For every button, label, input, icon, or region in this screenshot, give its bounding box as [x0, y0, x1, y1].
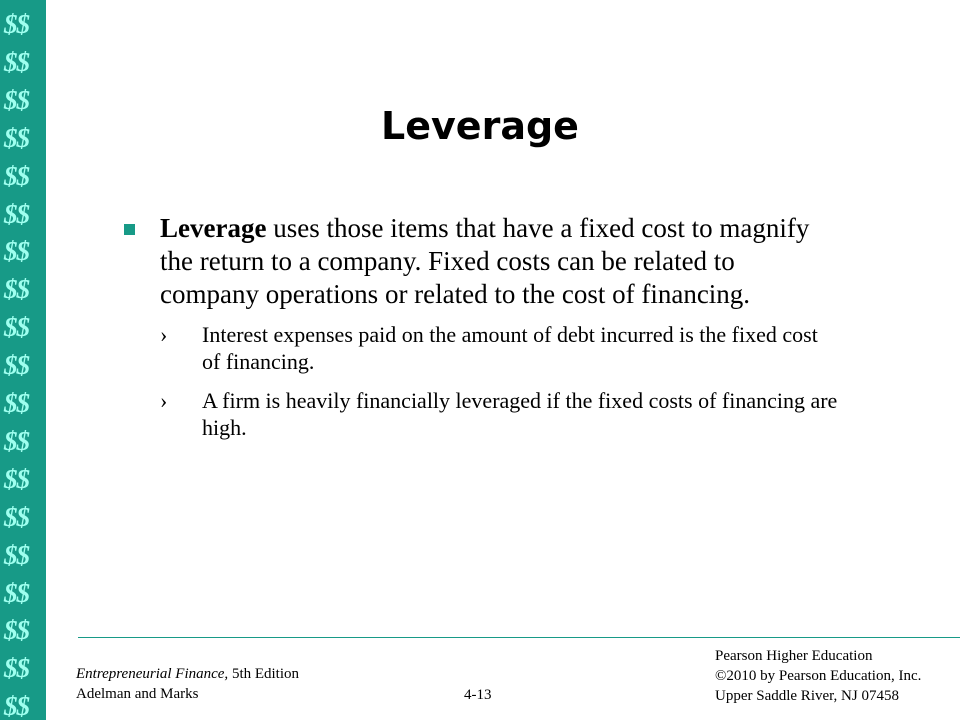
bullet-text: uses those items that have a fixed cost to magnify the return to a company. Fixed costs can be related to company operations or related to the cost of financing. [160, 213, 810, 309]
sub-bullet-text: Interest expenses paid on the amount of debt incurred is the fixed cost of financing. [202, 322, 818, 374]
dollar-sign-glyph: $$ [4, 46, 29, 77]
dollar-sign-glyph: $$ [4, 501, 29, 532]
dollar-sign-glyph: $$ [4, 425, 29, 456]
slide-title: Leverage [381, 104, 579, 148]
slide-body [120, 212, 840, 453]
dollar-sign-glyph: $$ [4, 539, 29, 570]
footer-edition: 5th Edition [228, 666, 300, 682]
dollar-sign-glyph: $$ [4, 615, 29, 646]
dollar-sign-sidebar [0, 0, 46, 720]
dollar-sign-glyph: $$ [4, 9, 29, 39]
footer-publisher-line: Upper Saddle River, NJ 07458 [715, 688, 899, 704]
chevron-bullet-icon: › [160, 388, 168, 413]
dollar-sign-glyph: $$ [4, 122, 29, 153]
footer-book-line [76, 664, 299, 684]
dollar-sign-glyph: $$ [4, 198, 29, 229]
sub-bullet-text: A firm is heavily financially leveraged if the fixed costs of financing are high. [202, 388, 838, 440]
dollar-sign-glyph: $$ [4, 388, 29, 418]
sub-bullet [160, 321, 840, 375]
square-bullet-icon [124, 224, 135, 235]
chevron-bullet-icon: › [160, 322, 168, 347]
footer-publisher-line: ©2010 by Pearson Education, Inc. [715, 668, 922, 684]
footer-book-title: Entrepreneurial Finance, [76, 666, 229, 682]
main-bullet [120, 212, 840, 311]
dollar-sign-glyph: $$ [4, 274, 29, 305]
footer-divider [78, 637, 960, 638]
footer-publisher [715, 646, 921, 706]
footer-book-info [76, 664, 299, 704]
footer-authors: Adelman and Marks [76, 686, 199, 702]
dollar-sign-glyph: $$ [4, 577, 29, 608]
footer-publisher-line: Pearson Higher Education [715, 648, 873, 664]
dollar-sign-glyph: $$ [4, 653, 29, 684]
footer-page-number: 4-13 [464, 687, 492, 703]
dollar-sign-glyph: $$ [4, 350, 29, 381]
dollar-sign-glyph: $$ [4, 84, 29, 115]
dollar-sign-glyph: $$ [4, 691, 29, 720]
dollar-sign-glyph: $$ [4, 160, 29, 191]
bullet-term: Leverage [160, 213, 267, 243]
dollar-sign-glyph: $$ [4, 236, 29, 267]
dollar-sign-glyph: $$ [4, 312, 29, 343]
dollar-sign-glyph: $$ [4, 463, 29, 494]
sub-bullet-list [120, 321, 840, 441]
sub-bullet [160, 387, 840, 441]
